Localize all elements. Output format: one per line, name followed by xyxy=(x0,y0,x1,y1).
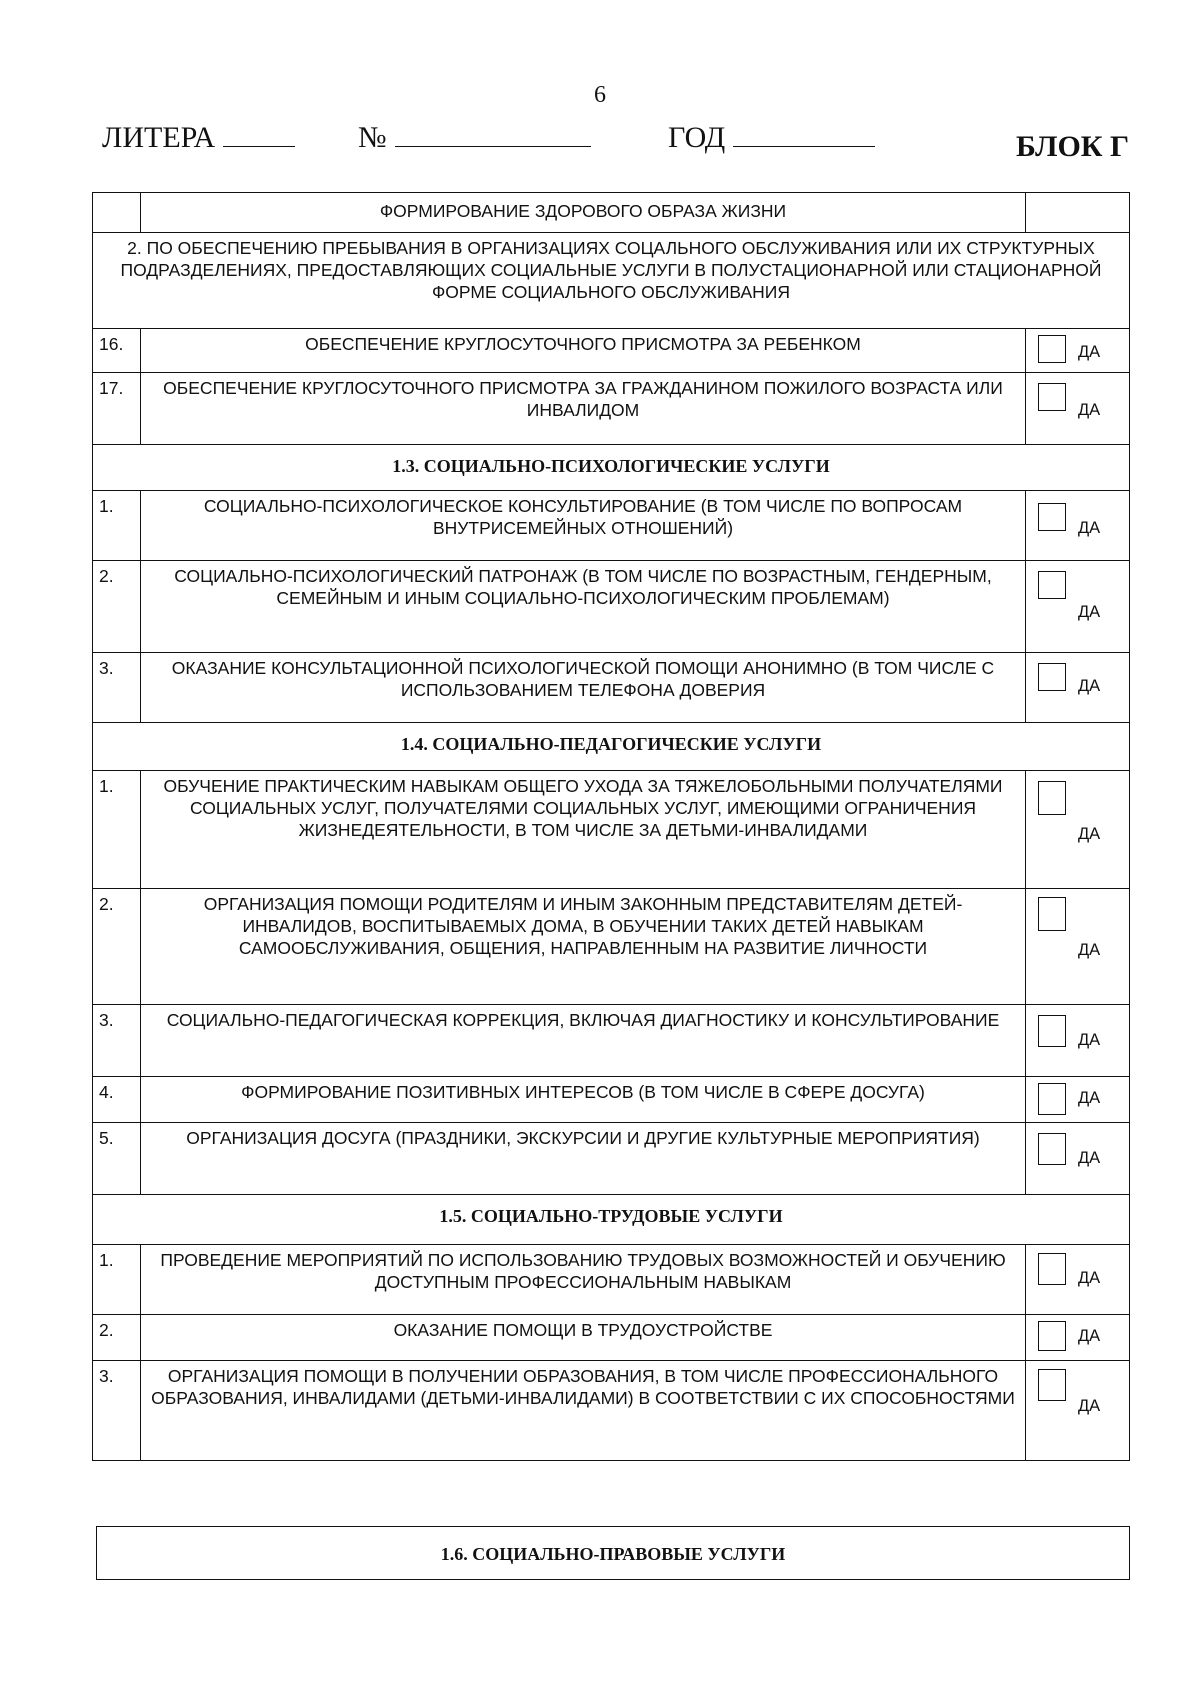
litera-blank[interactable] xyxy=(223,120,295,147)
row-text: ФОРМИРОВАНИЕ ПОЗИТИВНЫХ ИНТЕРЕСОВ (В ТОМ ЧИСЛЕ В СФЕРЕ ДОСУГА) xyxy=(141,1077,1026,1123)
yes-label: ДА xyxy=(1078,343,1101,361)
table-row xyxy=(93,1315,1130,1361)
row-text: ОКАЗАНИЕ ПОМОЩИ В ТРУДОУСТРОЙСТВЕ xyxy=(141,1315,1026,1361)
litera-label: ЛИТЕРА xyxy=(102,121,216,154)
year-label: ГОД xyxy=(668,121,726,154)
row-text: СОЦИАЛЬНО-ПЕДАГОГИЧЕСКАЯ КОРРЕКЦИЯ, ВКЛЮЧАЯ ДИАГНОСТИКУ И КОНСУЛЬТИРОВАНИЕ xyxy=(141,1005,1026,1077)
checkbox-cell-empty xyxy=(1026,193,1130,233)
yes-label: ДА xyxy=(1078,1089,1101,1107)
table-row xyxy=(93,1077,1130,1123)
yes-label: ДА xyxy=(1078,519,1101,537)
row-number-empty xyxy=(93,193,141,233)
row-number: 2. xyxy=(93,1315,141,1361)
yes-checkbox[interactable] xyxy=(1038,1321,1066,1351)
row-text: ОРГАНИЗАЦИЯ ПОМОЩИ РОДИТЕЛЯМ И ИНЫМ ЗАКОННЫМ ПРЕДСТАВИТЕЛЯМ ДЕТЕЙ-ИНВАЛИДОВ, ВОСПИТЫВАЕМЫХ ДОМА, В ОБУЧЕНИИ ТАКИХ ДЕТЕЙ НАВЫКАМ САМООБСЛУЖИВАНИЯ, ОБЩЕНИЯ, НАПРАВЛЕННЫМ НА РАЗВИТИЕ ЛИЧНОСТИ xyxy=(141,889,1026,1005)
row-number: 3. xyxy=(93,1361,141,1461)
number-blank[interactable] xyxy=(395,120,591,147)
table-row xyxy=(93,653,1130,723)
year-blank[interactable] xyxy=(733,120,875,147)
row-number: 3. xyxy=(93,653,141,723)
yes-checkbox-cell xyxy=(1026,373,1130,445)
subsection-heading: 2. ПО ОБЕСПЕЧЕНИЮ ПРЕБЫВАНИЯ В ОРГАНИЗАЦИЯХ СОЦАЛЬНОГО ОБСЛУЖИВАНИЯ ИЛИ ИХ СТРУКТУРНЫХ ПОДРАЗДЕЛЕНИЯХ, ПРЕДОСТАВЛЯЮЩИХ СОЦИАЛЬНЫЕ УСЛУГИ В ПОЛУСТАЦИОНАРНОЙ ИЛИ СТАЦИОНАРНОЙ ФОРМЕ СОЦИАЛЬНОГО ОБСЛУЖИВАНИЯ xyxy=(93,233,1130,329)
table-row xyxy=(93,445,1130,491)
table-row xyxy=(93,193,1130,233)
table-row xyxy=(93,771,1130,889)
number-field[interactable] xyxy=(358,120,591,155)
yes-checkbox-cell xyxy=(1026,771,1130,889)
yes-label: ДА xyxy=(1078,401,1101,419)
year-field[interactable] xyxy=(668,120,875,155)
yes-checkbox[interactable] xyxy=(1038,571,1066,599)
services-table xyxy=(92,192,1130,1461)
table-row xyxy=(93,1123,1130,1195)
row-number: 2. xyxy=(93,561,141,653)
row-text: ОРГАНИЗАЦИЯ ПОМОЩИ В ПОЛУЧЕНИИ ОБРАЗОВАНИЯ, В ТОМ ЧИСЛЕ ПРОФЕССИОНАЛЬНОГО ОБРАЗОВАНИЯ, ИНВАЛИДАМИ (ДЕТЬМИ-ИНВАЛИДАМИ) В СООТВЕТСТВИИ С ИХ СПОСОБНОСТЯМИ xyxy=(141,1361,1026,1461)
yes-label: ДА xyxy=(1078,1397,1101,1415)
table-row xyxy=(93,1361,1130,1461)
yes-checkbox[interactable] xyxy=(1038,1369,1066,1401)
yes-checkbox-cell xyxy=(1026,329,1130,373)
litera-field[interactable] xyxy=(102,120,295,155)
table-row xyxy=(93,1245,1130,1315)
block-label: БЛОК Г xyxy=(1016,130,1130,163)
yes-checkbox[interactable] xyxy=(1038,1083,1066,1115)
yes-checkbox[interactable] xyxy=(1038,335,1066,363)
row-text: ПРОВЕДЕНИЕ МЕРОПРИЯТИЙ ПО ИСПОЛЬЗОВАНИЮ ТРУДОВЫХ ВОЗМОЖНОСТЕЙ И ОБУЧЕНИЮ ДОСТУПНЫМ ПРОФЕССИОНАЛЬНЫМ НАВЫКАМ xyxy=(141,1245,1026,1315)
yes-checkbox[interactable] xyxy=(1038,781,1066,815)
row-number: 17. xyxy=(93,373,141,445)
row-number: 1. xyxy=(93,491,141,561)
table-row xyxy=(93,1195,1130,1245)
yes-label: ДА xyxy=(1078,825,1101,843)
row-text: ОБЕСПЕЧЕНИЕ КРУГЛОСУТОЧНОГО ПРИСМОТРА ЗА ГРАЖДАНИНОМ ПОЖИЛОГО ВОЗРАСТА ИЛИ ИНВАЛИДОМ xyxy=(141,373,1026,445)
table-row xyxy=(93,1005,1130,1077)
yes-checkbox[interactable] xyxy=(1038,503,1066,531)
row-text: ОБУЧЕНИЕ ПРАКТИЧЕСКИМ НАВЫКАМ ОБЩЕГО УХОДА ЗА ТЯЖЕЛОБОЛЬНЫМИ ПОЛУЧАТЕЛЯМИ СОЦИАЛЬНЫХ УСЛУГ, ПОЛУЧАТЕЛЯМИ СОЦИАЛЬНЫХ УСЛУГ, ИМЕЮЩИМИ ОГРАНИЧЕНИЯ ЖИЗНЕДЕЯТЕЛЬНОСТИ, В ТОМ ЧИСЛЕ ЗА ДЕТЬМИ-ИНВАЛИДАМИ xyxy=(141,771,1026,889)
yes-checkbox-cell xyxy=(1026,1245,1130,1315)
section-heading: 1.4. СОЦИАЛЬНО-ПЕДАГОГИЧЕСКИЕ УСЛУГИ xyxy=(93,723,1130,771)
yes-checkbox[interactable] xyxy=(1038,1133,1066,1165)
row-text: ОКАЗАНИЕ КОНСУЛЬТАЦИОННОЙ ПСИХОЛОГИЧЕСКОЙ ПОМОЩИ АНОНИМНО (В ТОМ ЧИСЛЕ С ИСПОЛЬЗОВАНИЕМ ТЕЛЕФОНА ДОВЕРИЯ xyxy=(141,653,1026,723)
row-number: 5. xyxy=(93,1123,141,1195)
yes-checkbox[interactable] xyxy=(1038,897,1066,931)
table-row xyxy=(93,889,1130,1005)
row-number: 1. xyxy=(93,771,141,889)
table-row xyxy=(93,373,1130,445)
yes-checkbox[interactable] xyxy=(1038,383,1066,411)
row-text: СОЦИАЛЬНО-ПСИХОЛОГИЧЕСКОЕ КОНСУЛЬТИРОВАНИЕ (В ТОМ ЧИСЛЕ ПО ВОПРОСАМ ВНУТРИСЕМЕЙНЫХ ОТНОШЕНИЙ) xyxy=(141,491,1026,561)
section-heading: 1.5. СОЦИАЛЬНО-ТРУДОВЫЕ УСЛУГИ xyxy=(93,1195,1130,1245)
yes-checkbox-cell xyxy=(1026,491,1130,561)
row-number: 16. xyxy=(93,329,141,373)
section-heading-legal: 1.6. СОЦИАЛЬНО-ПРАВОВЫЕ УСЛУГИ xyxy=(96,1526,1130,1580)
yes-label: ДА xyxy=(1078,1269,1101,1287)
table-row xyxy=(93,329,1130,373)
yes-checkbox[interactable] xyxy=(1038,1253,1066,1285)
yes-label: ДА xyxy=(1078,677,1101,695)
yes-checkbox-cell xyxy=(1026,561,1130,653)
table-row xyxy=(93,491,1130,561)
row-number: 1. xyxy=(93,1245,141,1315)
table-row xyxy=(93,561,1130,653)
yes-label: ДА xyxy=(1078,1149,1101,1167)
section-heading: 1.3. СОЦИАЛЬНО-ПСИХОЛОГИЧЕСКИЕ УСЛУГИ xyxy=(93,445,1130,491)
yes-label: ДА xyxy=(1078,941,1101,959)
table-row xyxy=(93,233,1130,329)
yes-checkbox-cell xyxy=(1026,1077,1130,1123)
row-number: 4. xyxy=(93,1077,141,1123)
yes-checkbox-cell xyxy=(1026,1123,1130,1195)
yes-label: ДА xyxy=(1078,1031,1101,1049)
row-number: 3. xyxy=(93,1005,141,1077)
yes-checkbox-cell xyxy=(1026,889,1130,1005)
yes-checkbox-cell xyxy=(1026,653,1130,723)
yes-checkbox-cell xyxy=(1026,1005,1130,1077)
row-number: 2. xyxy=(93,889,141,1005)
row-text: СОЦИАЛЬНО-ПСИХОЛОГИЧЕСКИЙ ПАТРОНАЖ (В ТОМ ЧИСЛЕ ПО ВОЗРАСТНЫМ, ГЕНДЕРНЫМ, СЕМЕЙНЫМ И ИНЫМ СОЦИАЛЬНО-ПСИХОЛОГИЧЕСКИМ ПРОБЛЕМАМ) xyxy=(141,561,1026,653)
yes-checkbox-cell xyxy=(1026,1361,1130,1461)
row-text: ОРГАНИЗАЦИЯ ДОСУГА (ПРАЗДНИКИ, ЭКСКУРСИИ И ДРУГИЕ КУЛЬТУРНЫЕ МЕРОПРИЯТИЯ) xyxy=(141,1123,1026,1195)
yes-checkbox[interactable] xyxy=(1038,663,1066,691)
yes-checkbox[interactable] xyxy=(1038,1015,1066,1047)
row-text: ОБЕСПЕЧЕНИЕ КРУГЛОСУТОЧНОГО ПРИСМОТРА ЗА РЕБЕНКОМ xyxy=(141,329,1026,373)
table-row xyxy=(93,723,1130,771)
row-title: ФОРМИРОВАНИЕ ЗДОРОВОГО ОБРАЗА ЖИЗНИ xyxy=(141,193,1026,233)
number-label: № xyxy=(358,121,387,154)
page-number: 6 xyxy=(594,82,606,108)
yes-label: ДА xyxy=(1078,603,1101,621)
yes-label: ДА xyxy=(1078,1327,1101,1345)
yes-checkbox-cell xyxy=(1026,1315,1130,1361)
